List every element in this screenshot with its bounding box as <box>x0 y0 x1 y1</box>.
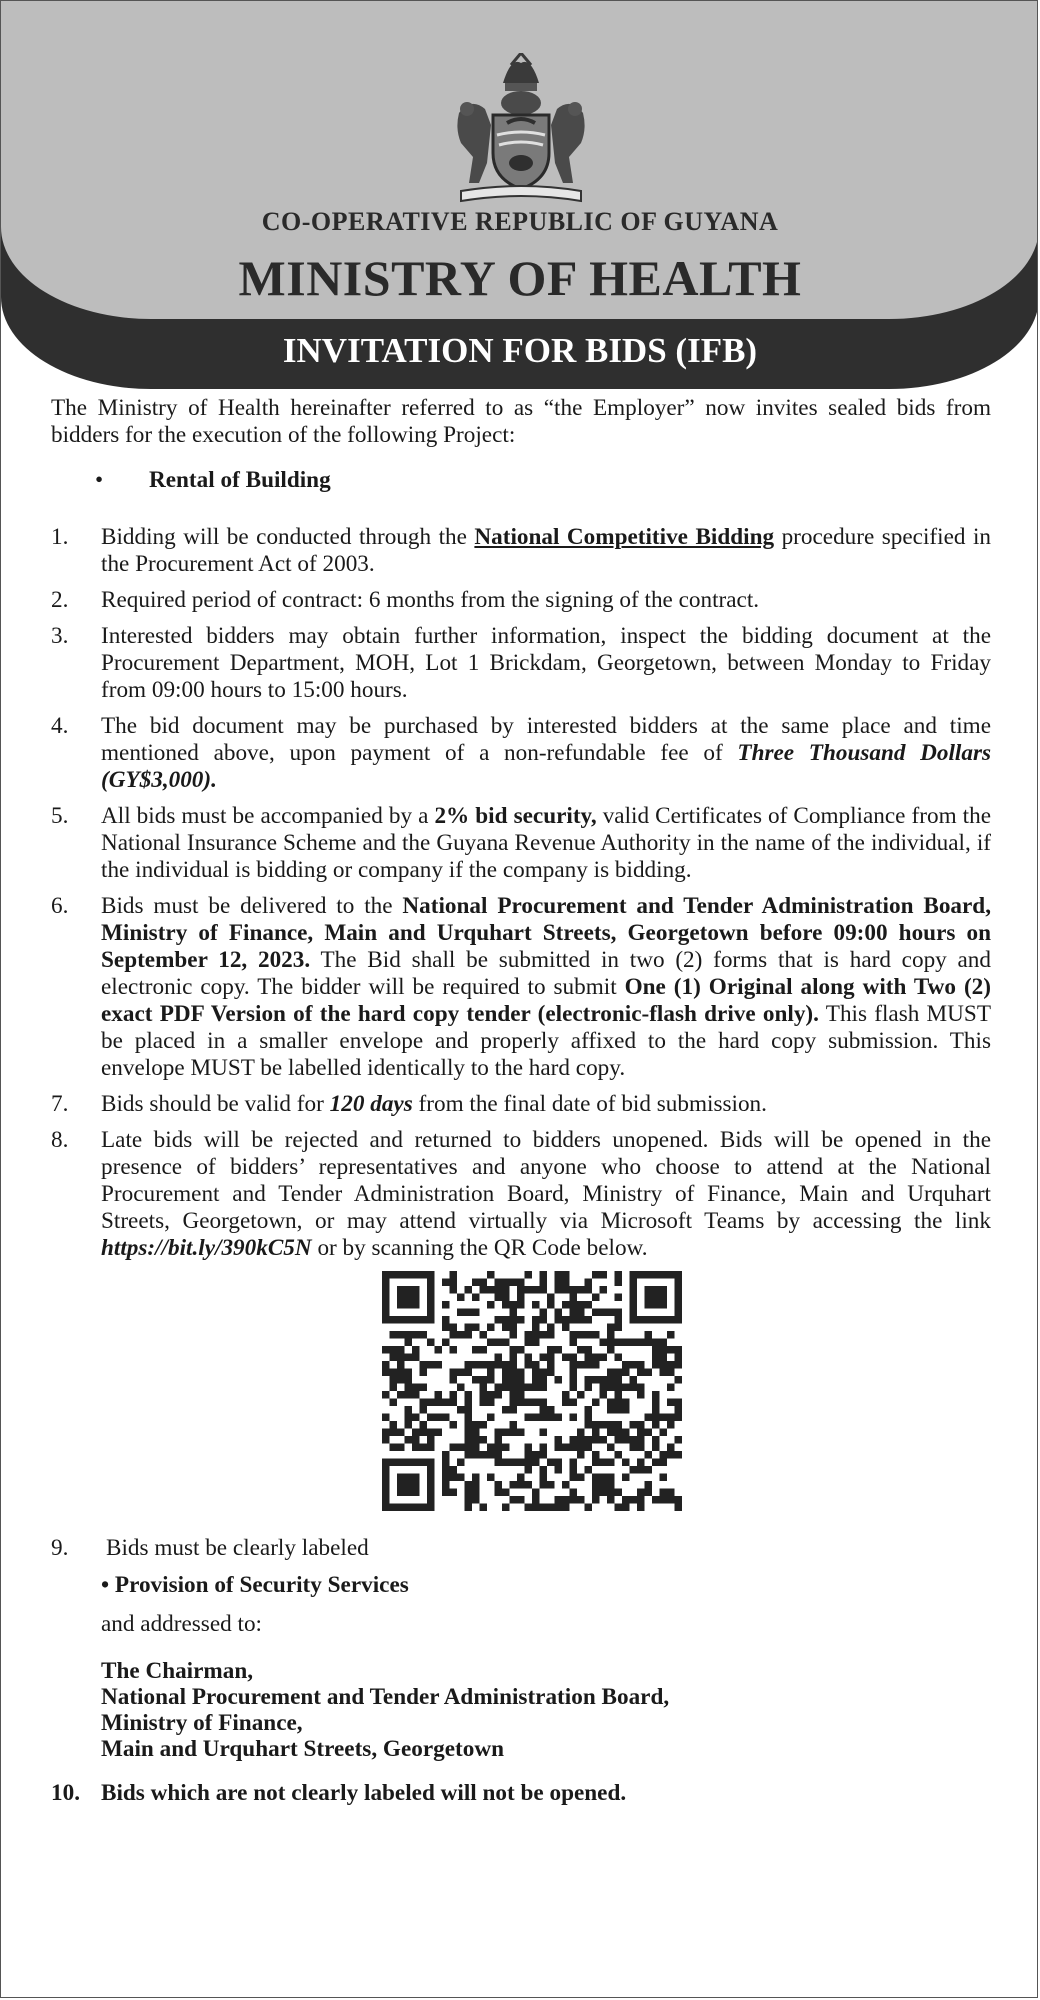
item-text: The bid document may be purchased by interested bidders at the same place and time mentioned above, upon payment of a non-refundable fee of <box>101 713 991 766</box>
validity-period: 120 days <box>329 1091 413 1117</box>
list-item-7 <box>51 1091 991 1118</box>
item-number: 7. <box>51 1091 69 1117</box>
item-text: Late bids will be rejected and returned to bidders unopened. Bids will be opened in the presence of bidders’ representatives and anyone who choose to attend at the National Procurement and Tender Administration Board, Ministry of Finance, Main and Urquhart Streets, Georgetown, or may attend virtually via Microsoft Teams by accessing the link <box>101 1127 991 1234</box>
item-number: 10. <box>51 1780 80 1806</box>
item-text: Interested bidders may obtain further information, inspect the bidding document at the Procurement Department, MOH, Lot 1 Brickdam, Georgetown, between Monday to Friday from 09:00 hours to 15:00 hours. <box>101 623 991 703</box>
intro-paragraph: The Ministry of Health hereinafter referred to as “the Employer” now invites sealed bids from bidders for the execution of the following Project: <box>51 395 991 448</box>
bullet-dot: • <box>95 467 104 493</box>
qr-code-icon[interactable] <box>382 1271 682 1511</box>
bidding-procedure: National Competitive Bidding <box>474 524 775 550</box>
item-text: Bids should be valid for <box>101 1091 330 1117</box>
address-line: Ministry of Finance, <box>101 1710 303 1736</box>
address-line: National Procurement and Tender Administration Board, <box>101 1684 670 1710</box>
project-bullet <box>95 467 991 494</box>
item-text: Bids must be delivered to the <box>101 893 403 919</box>
address-line: The Chairman, <box>101 1658 254 1684</box>
item-text: procedure specified in the Procurement Act of 2003. <box>101 524 991 577</box>
item-text: Required period of contract: 6 months from the signing of the contract. <box>101 587 760 613</box>
guyana-coat-of-arms-icon <box>441 53 601 205</box>
list-item-3 <box>51 623 991 704</box>
document-title: INVITATION FOR BIDS (IFB) <box>282 331 758 370</box>
address-block <box>101 1658 991 1762</box>
item-text: Bids must be clearly labeled <box>106 1535 369 1561</box>
submission-copies: One (1) Original along with Two (2) exact PDF Version of the hard copy tender (electronic-flash drive only). <box>101 974 991 1027</box>
item-number: 3. <box>51 623 69 649</box>
item-text: Bidding will be conducted through the <box>101 524 475 550</box>
list-item-6 <box>51 893 991 1082</box>
item-text: The Bid shall be submitted in two (2) forms that is hard copy and electronic copy. The bidder will be required to submit <box>101 947 991 1000</box>
list-item-2 <box>51 587 991 614</box>
addressed-to: and addressed to: <box>101 1611 262 1637</box>
ministry-name: MINISTRY OF HEALTH <box>238 250 802 306</box>
address-line: Main and Urquhart Streets, Georgetown <box>101 1736 504 1762</box>
item-text: valid Certificates of Compliance from the National Insurance Scheme and the Guyana Revenue Authority in the name of the individual, if the individual is bidding or company if the company is bidding. <box>101 803 991 883</box>
list-item-8 <box>51 1127 991 1262</box>
item-text: This flash MUST be placed in a smaller envelope and properly affixed to the hard copy submission. This envelope MUST be labelled identically to the hard copy. <box>101 1001 991 1081</box>
project-name: Rental of Building <box>149 467 331 493</box>
fee-amount: Three Thousand Dollars (GY$3,000). <box>101 740 992 793</box>
header-banner <box>1 1 1038 389</box>
list-item-1 <box>51 524 991 578</box>
item-number: 9. <box>51 1535 69 1561</box>
item-number: 8. <box>51 1127 69 1153</box>
item-text: from the final date of bid submission. <box>412 1091 767 1117</box>
label-bullet: • Provision of Security Services <box>101 1572 409 1598</box>
item-number: 2. <box>51 587 69 613</box>
item-text: or by scanning the QR Code below. <box>311 1235 648 1261</box>
item-number: 6. <box>51 893 69 919</box>
teams-link[interactable]: https://bit.ly/390kC5N <box>101 1235 312 1261</box>
item-number: 1. <box>51 524 69 550</box>
list-item-10 <box>51 1780 991 1807</box>
item-number: 4. <box>51 713 69 739</box>
country-name: CO-OPERATIVE REPUBLIC OF GUYANA <box>261 207 779 236</box>
delivery-location-deadline: National Procurement and Tender Administration Board, Ministry of Finance, Main and Urquhart Streets, Georgetown before 09:00 hours on September 12, 2023. <box>101 893 991 973</box>
list-item-9 <box>51 1535 991 1562</box>
list-item-5 <box>51 803 991 884</box>
ifb-body <box>51 395 991 1807</box>
item-text: Bids which are not clearly labeled will not be opened. <box>101 1780 627 1806</box>
bid-security: 2% bid security, <box>434 803 597 829</box>
numbered-list <box>51 524 991 1262</box>
item-text: All bids must be accompanied by a <box>101 803 435 829</box>
list-item-4 <box>51 713 991 794</box>
item-number: 5. <box>51 803 69 829</box>
